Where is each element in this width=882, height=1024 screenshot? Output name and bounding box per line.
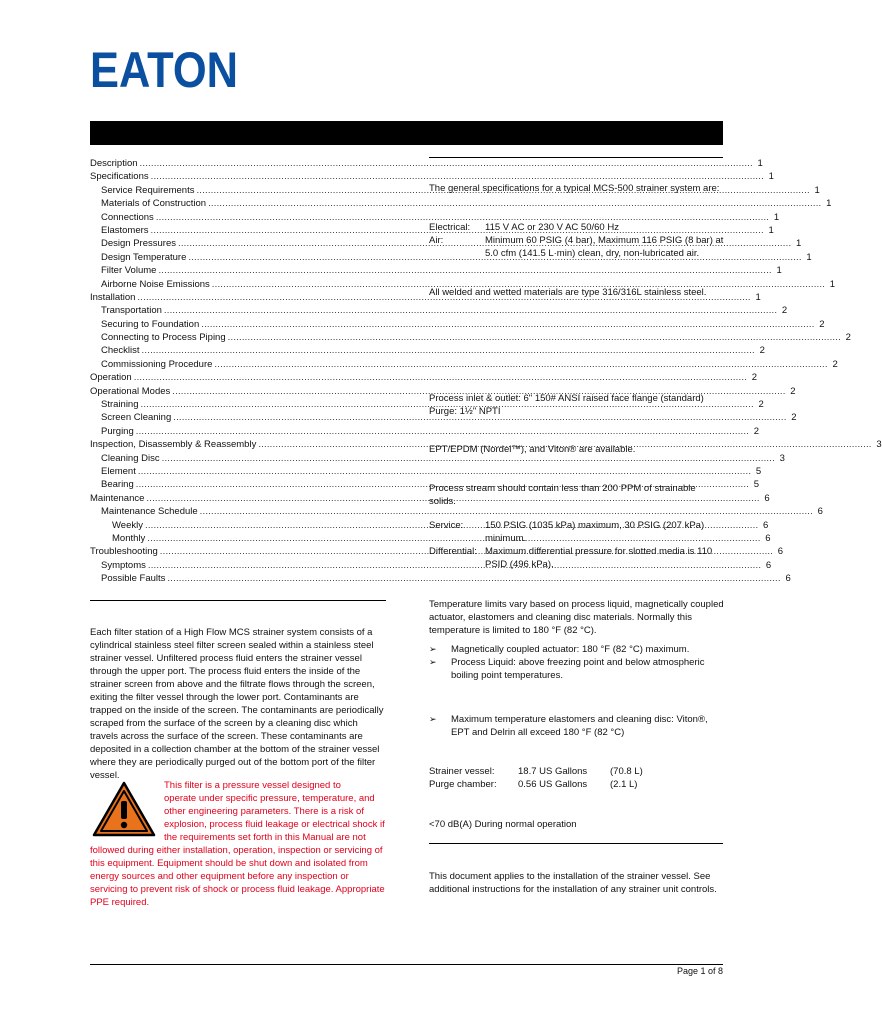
materials-text: All welded and wetted materials are type 316/316L stainless steel. xyxy=(429,287,707,298)
specs-intro: The general specifications for a typical MCS-500 strainer system are: xyxy=(429,183,720,194)
toc-entry-page: 2 xyxy=(751,372,758,384)
toc-entry-label: Design Pressures xyxy=(101,238,176,250)
toc-entry[interactable] xyxy=(90,371,758,384)
pressures-block xyxy=(429,519,725,571)
toc-entry-page: 1 xyxy=(826,198,832,210)
toc-leader-dots xyxy=(208,197,821,210)
toc-entry[interactable] xyxy=(90,251,812,264)
toc-entry[interactable] xyxy=(90,425,760,438)
toc-entry-page: 2 xyxy=(781,305,788,317)
electrical-value: 115 V AC or 230 V AC 50/60 Hz xyxy=(485,222,619,233)
toc-entry-label: Connections xyxy=(101,211,154,223)
toc-entry-label: Checklist xyxy=(101,345,140,357)
toc-entry-page: 1 xyxy=(796,238,802,250)
toc-entry-label: Elastomers xyxy=(101,224,149,236)
toc-entry[interactable] xyxy=(90,452,785,465)
warning-rest: followed during either installation, operation, inspection or servicing of this equipment. Equipment should be shut down and isolated from energy sources and other equipment before any inspection or servicing to prevent risk of shock or process fluid leakage. Appropriate PPE required. xyxy=(90,845,385,908)
specs-top-rule xyxy=(429,157,723,158)
noise-text: <70 dB(A) During normal operation xyxy=(429,819,577,830)
toc-entry[interactable] xyxy=(90,385,796,398)
elastomers-text: EPT/EPDM (Nordel™), and Viton® are available. xyxy=(429,444,636,455)
volume-liters: (70.8 L) xyxy=(610,766,643,777)
toc-entry[interactable] xyxy=(90,278,836,291)
svg-text:EATON: EATON xyxy=(90,42,238,98)
toc-entry-label: Commissioning Procedure xyxy=(101,358,213,370)
toc-entry[interactable] xyxy=(90,211,780,224)
connections-purge: Purge: 1½" NPTI xyxy=(429,406,501,417)
temp-bullet: Process Liquid: above freezing point and below atmospheric boiling point temperatures. xyxy=(451,657,705,681)
toc-entry-page: 3 xyxy=(876,439,882,451)
toc-entry-page: 2 xyxy=(819,318,825,330)
toc-leader-dots xyxy=(158,264,771,277)
warning-line: the requirements set forth in this Manual are not xyxy=(164,832,366,843)
volume-liters: (2.1 L) xyxy=(610,779,638,790)
warning-line: This filter is a pressure vessel designed to xyxy=(164,780,341,791)
connections-process: Process inlet & outlet: 6" 150# ANSI raised face flange (standard) xyxy=(429,393,704,404)
air-value: Minimum 60 PSIG (4 bar), Maximum 116 PSIG (8 bar) at 5.0 cfm (141.5 L·min) clean, dry, non-lubricated air. xyxy=(485,235,724,259)
toc-entry-page: 2 xyxy=(758,399,764,411)
toc-entry-page: 1 xyxy=(814,184,820,196)
service-requirements-text: Process stream should contain less than 200 PPM of strainable solids. xyxy=(429,483,696,507)
toc-entry-label: Design Temperature xyxy=(101,251,187,263)
toc-entry-page: 1 xyxy=(757,158,763,169)
toc-leader-dots xyxy=(214,358,827,371)
volume-label: Purge chamber: xyxy=(429,779,497,790)
toc-entry-page: 1 xyxy=(768,224,774,236)
toc-entry-page: 6 xyxy=(765,532,771,544)
toc-entry-page: 6 xyxy=(764,492,770,504)
toc-leader-dots xyxy=(164,304,777,317)
toc-entry-label: Cleaning Disc xyxy=(101,452,160,464)
toc-entry-page: 1 xyxy=(773,211,780,223)
toc-entry-label: Symptoms xyxy=(101,559,146,571)
toc-leader-dots xyxy=(228,331,841,344)
warning-triangle-icon xyxy=(92,781,156,837)
warning-line: other engineering parameters. There is a risk of xyxy=(164,806,364,817)
toc-entry[interactable] xyxy=(90,344,765,357)
toc-entry-label: Filter Volume xyxy=(101,265,157,277)
footer-rule xyxy=(90,964,723,965)
toc-entry[interactable] xyxy=(90,478,760,491)
toc-entry-page: 6 xyxy=(765,559,772,571)
toc-entry-page: 6 xyxy=(785,573,791,585)
temperature-intro: Temperature limits vary based on process liquid, magnetically coupled actuator, elastomers and cleaning disc materials. Normally this temperature is limited to 180 °F (82 °C). xyxy=(429,599,724,636)
toc-entry-label: Maintenance xyxy=(90,492,145,504)
toc-entry[interactable] xyxy=(90,304,788,317)
bullet-arrow-icon: ➢ xyxy=(429,714,437,724)
differential-pressure-value: Maximum differential pressure for slotted media is 110 PSID (496 kPa). xyxy=(485,546,713,570)
toc-entry-page: 2 xyxy=(753,425,760,437)
toc-entry-page: 2 xyxy=(845,332,851,344)
toc-leader-dots xyxy=(167,572,780,585)
toc-entry-label: Connecting to Process Piping xyxy=(101,332,226,344)
installation-text: This document applies to the installation of the strainer vessel. See additional instructions for the installation of any strainer unit controls. xyxy=(429,871,717,895)
service-pressure-value: 150 PSIG (1035 kPa) maximum, 30 PSIG (207 kPa) minimum. xyxy=(485,520,705,544)
toc-entry-label: Inspection, Disassembly & Reassembly xyxy=(90,439,257,451)
eaton-logo-graphic xyxy=(90,42,238,98)
toc-entry[interactable] xyxy=(90,505,823,518)
toc-entry-page: 1 xyxy=(776,265,782,277)
toc-entry[interactable] xyxy=(90,318,825,331)
toc-entry-label: Possible Faults xyxy=(101,573,166,585)
toc-leader-dots xyxy=(140,157,753,170)
toc-entry-page: 1 xyxy=(829,278,836,290)
toc-leader-dots xyxy=(138,465,751,478)
page-number: Page 1 of 8 xyxy=(676,966,723,976)
filter-volume-block xyxy=(429,765,725,791)
toc-entry-label: Transportation xyxy=(101,305,162,317)
toc-entry-page: 5 xyxy=(753,479,760,491)
toc-entry-label: Securing to Foundation xyxy=(101,318,200,330)
toc-entry[interactable] xyxy=(90,197,832,210)
bullet-arrow-icon: ➢ xyxy=(429,644,437,654)
toc-entry-label: Screen Cleaning xyxy=(101,412,172,424)
toc-entry-label: Purging xyxy=(101,425,134,437)
toc-entry-label: Installation xyxy=(90,291,136,303)
differential-pressure-label: Differential: xyxy=(429,546,477,557)
toc-entry-label: Element xyxy=(101,465,136,477)
air-label: Air: xyxy=(429,235,444,246)
temperature-block xyxy=(429,598,725,682)
temp-bullet: Magnetically coupled actuator: 180 °F (82 °C) maximum. xyxy=(451,644,690,655)
toc-entry-page: 5 xyxy=(755,465,762,477)
temp-bullet: Maximum temperature elastomers and cleaning disc: Viton®, EPT and Delrin all exceed 180 °F (82 °C) xyxy=(451,714,708,738)
toc-entry-page: 2 xyxy=(832,358,838,370)
eaton-logo xyxy=(90,42,238,98)
toc-entry-label: Weekly xyxy=(112,519,143,531)
temp-max-block xyxy=(429,713,725,739)
volume-us: 18.7 US Gallons xyxy=(518,766,588,777)
toc-entry-page: 3 xyxy=(779,452,785,464)
warning-line: explosion, process fluid leakage or electrical shock if xyxy=(164,819,385,830)
toc-entry-label: Bearing xyxy=(101,479,134,491)
toc-entry[interactable] xyxy=(90,559,772,572)
toc-entry-label: Monthly xyxy=(112,532,146,544)
toc-leader-dots xyxy=(142,344,755,357)
toc-entry[interactable] xyxy=(90,465,762,478)
toc-entry-page: 1 xyxy=(806,251,812,263)
electrical-label: Electrical: xyxy=(429,222,471,233)
toc-entry-label: Materials of Construction xyxy=(101,198,207,210)
title-bar xyxy=(90,121,723,145)
bullet-arrow-icon: ➢ xyxy=(429,657,437,667)
installation-rule xyxy=(429,843,723,844)
toc-entry-label: Description xyxy=(90,158,138,169)
toc-entry[interactable] xyxy=(90,170,774,183)
toc-entry-label: Maintenance Schedule xyxy=(101,506,198,518)
warning-line: operate under specific pressure, temperature, and xyxy=(164,793,375,804)
toc-entry-label: Airborne Noise Emissions xyxy=(101,278,210,290)
toc-leader-dots xyxy=(136,425,749,438)
toc-entry-page: 6 xyxy=(817,506,823,518)
toc-entry-label: Straining xyxy=(101,399,139,411)
toc-entry-page: 2 xyxy=(791,412,797,424)
toc-entry[interactable] xyxy=(90,358,838,371)
toc-entry-page: 6 xyxy=(777,546,784,558)
toc-entry[interactable] xyxy=(90,331,851,344)
toc-entry-page: 1 xyxy=(768,171,774,183)
toc-divider xyxy=(90,600,386,601)
toc-entry-page: 6 xyxy=(763,519,769,531)
volume-us: 0.56 US Gallons xyxy=(518,779,588,790)
utilities-block xyxy=(429,221,725,260)
connections-block xyxy=(429,392,725,418)
toc-entry-label: Service Requirements xyxy=(101,184,195,196)
toc-entry[interactable] xyxy=(90,572,791,585)
toc-entry-label: Operational Modes xyxy=(90,385,171,397)
toc-entry-page: 2 xyxy=(759,345,765,357)
service-pressure-label: Service: xyxy=(429,520,464,531)
description-text: Each filter station of a High Flow MCS strainer system consists of a cylindrical stainless steel filter screen sealed within a stainless steel strainer vessel. Unfiltered process fluid enters the strainer vessel through the upper port. The process fluid enters the inside of the strainer screen from above and the filtrate flows through the screen, exiting the filter vessel through the lower port. Contaminants are trapped on the inside of the screen. The contaminants are periodically scraped from the surface of the screen by a cleaning disc which travels across the surface of the screen. These contaminants are deposited in a collection chamber at the bottom of the strainer vessel where they are periodically purged out of the bottom port of the filter vessel. xyxy=(90,627,384,781)
toc-entry-page: 1 xyxy=(755,291,761,303)
toc-entry[interactable] xyxy=(90,264,782,277)
toc-entry-page: 2 xyxy=(790,385,796,397)
toc-entry-label: Troubleshooting xyxy=(90,546,158,558)
toc-leader-dots xyxy=(134,371,747,384)
volume-label: Strainer vessel: xyxy=(429,766,495,777)
toc-entry-label: Specifications xyxy=(90,171,149,183)
toc-entry-label: Operation xyxy=(90,372,132,384)
toc-entry[interactable] xyxy=(90,157,763,170)
toc-leader-dots xyxy=(201,318,814,331)
